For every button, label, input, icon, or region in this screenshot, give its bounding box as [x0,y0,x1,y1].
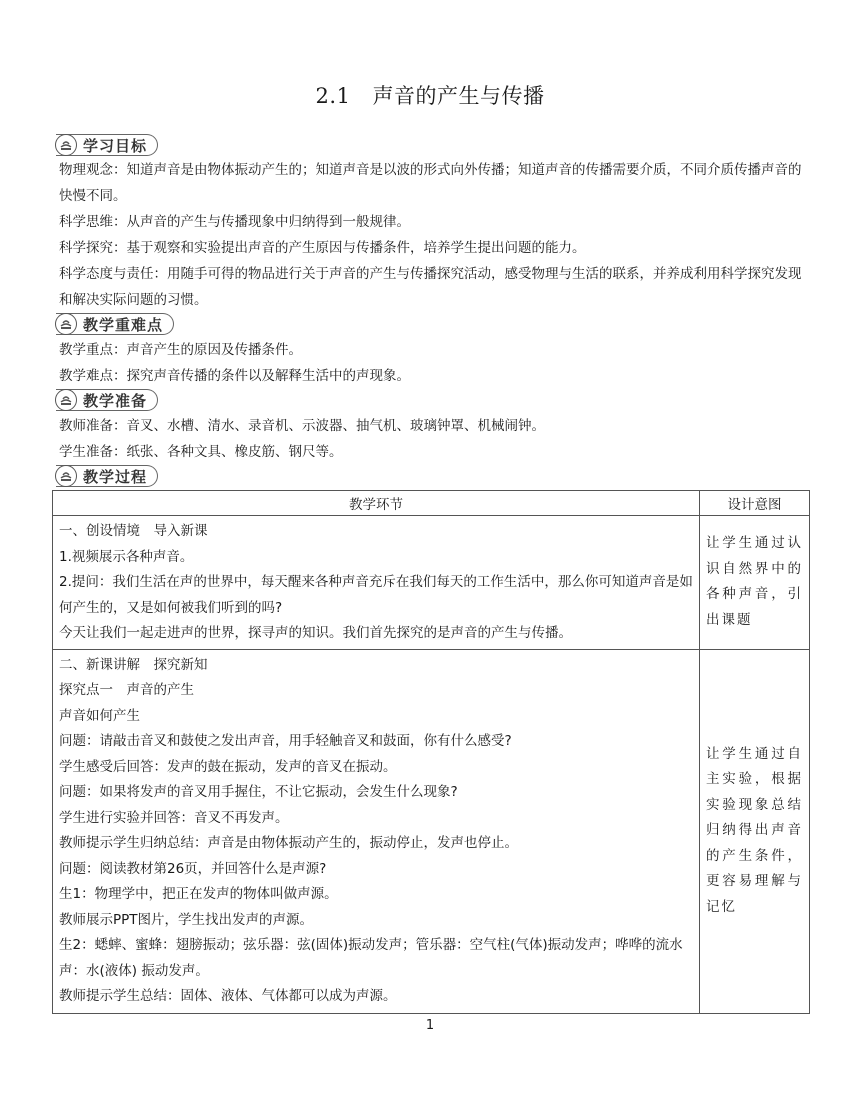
table-row [53,516,810,650]
content-line: 二、新课讲解 探究新知 [59,656,208,673]
title-number: 2.1 [315,84,351,108]
section-badge-objectives [56,134,158,156]
key-point-item: 教学重点：声音产生的原因及传播条件。 [59,342,302,358]
content-line: 2.提问：我们生活在声的世界中，每天醒来各种声音充斥在我们每天的工作生活中，那么你可知道声音是如何产生的，又是如何被我们听到的吗? [59,574,693,616]
lesson-table [52,490,810,1014]
book-icon [55,465,77,487]
section-label: 学习目标 [83,136,148,155]
content-line: 问题：如果将发声的音叉用手握住，不让它振动，会发生什么现象? [59,784,458,800]
content-line: 探究点一 声音的产生 [59,682,194,698]
book-icon [55,389,77,411]
preparation-item: 教师准备：音叉、水槽、清水、录音机、示波器、抽气机、玻璃钟罩、机械闹钟。 [59,418,545,434]
content-cell [53,516,700,650]
content-line: 生1：物理学中，把正在发声的物体叫做声源。 [59,886,338,902]
content-line: 生2：蟋蟀、蜜蜂：翅膀振动；弦乐器：弦(固体)振动发声；管乐器：空气柱(气体)振动发声；哗哗的流水声：水(液体) 振动发声。 [59,937,683,979]
table-header-row [53,491,810,516]
page-number: 1 [425,1018,435,1033]
content-line: 学生感受后回答：发声的鼓在振动，发声的音叉在振动。 [59,758,397,775]
title-text: 声音的产生与传播 [372,84,545,108]
content-line: 学生进行实验并回答：音叉不再发声。 [59,809,289,826]
book-icon [55,134,77,156]
content-line: 1.视频展示各种声音。 [59,548,194,565]
preparation-item: 学生准备：纸张、各种文具、橡皮筋、钢尺等。 [59,444,343,460]
section-badge-key-points [56,313,174,335]
section-label: 教学重难点 [83,315,164,334]
objective-item: 物理观念：知道声音是由物体振动产生的；知道声音是以波的形式向外传播；知道声音的传播需要介质，不同介质传播声音的快慢不同。 [59,162,802,204]
content-line: 教师展示PPT图片，学生找出发声的声源。 [59,911,314,928]
design-cell: 让学生通过自主实验，根据实验现象总结归纳得出声音的产生条件，更容易理解与记忆 [700,649,810,1013]
content-line: 问题：阅读教材第26页，并回答什么是声源? [59,860,327,877]
content-cell [53,649,700,1013]
objective-item: 科学态度与责任：用随手可得的物品进行关于声音的产生与传播探究活动，感受物理与生活的联系，并养成利用科学探究发现和解决实际问题的习惯。 [59,266,802,308]
section-badge-preparation [56,389,158,411]
objective-item: 科学思维：从声音的产生与传播现象中归纳得到一般规律。 [59,214,410,230]
book-icon [55,313,77,335]
objective-item: 科学探究：基于观察和实验提出声音的产生原因与传播条件，培养学生提出问题的能力。 [59,240,586,256]
section-badge-process [56,465,158,487]
key-point-item: 教学难点：探究声音传播的条件以及解释生活中的声现象。 [59,368,410,384]
content-line: 今天让我们一起走进声的世界，探寻声的知识。我们首先探究的是声音的产生与传播。 [59,625,572,641]
section-label: 教学准备 [83,391,148,410]
content-line: 教师提示学生总结：固体、液体、气体都可以成为声源。 [59,988,397,1004]
design-cell: 让学生通过认识自然界中的各种声音，引出课题 [700,516,810,650]
page-title [0,80,860,110]
table-row [53,649,810,1013]
table-header-cell: 设计意图 [700,491,810,516]
content-line: 问题：请敲击音叉和鼓使之发出声音，用手轻触音叉和鼓面，你有什么感受? [59,733,512,749]
table-header-cell: 教学环节 [53,491,700,516]
content-line: 一、创设情境 导入新课 [59,523,208,539]
content-line: 声音如何产生 [59,707,140,724]
section-label: 教学过程 [83,467,148,486]
content-line: 教师提示学生归纳总结：声音是由物体振动产生的，振动停止，发声也停止。 [59,835,518,851]
